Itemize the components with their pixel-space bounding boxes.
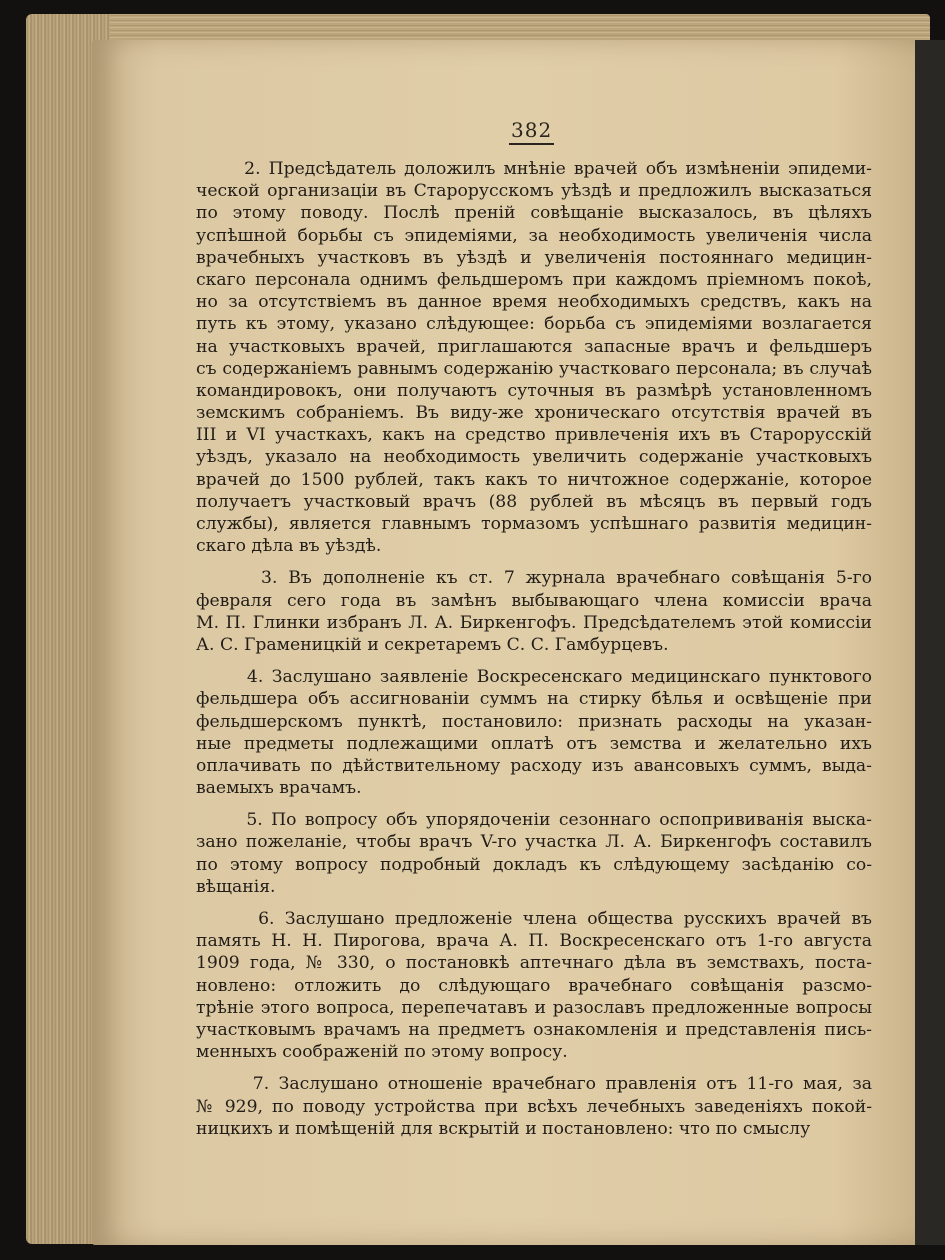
text-line: память Н. Н. Пирогова, врача А. П. Воскресенскаго отъ 1-го августа <box>196 931 872 952</box>
text-line: получаетъ участковый врачъ (88 рублей въ мѣсяцъ въ первый годъ <box>196 491 872 512</box>
text-line: ваемыхъ врачамъ. <box>196 778 362 799</box>
page-body-text <box>196 158 872 1140</box>
text-line: по этому вопросу подробный докладъ къ слѣдующему засѣданію со- <box>196 854 872 875</box>
text-line: скаго персонала однимъ фельдшеромъ при каждомъ пріемномъ покоѣ, <box>196 269 872 290</box>
paragraph-gap <box>196 557 872 567</box>
text-line: 6. Заслушано предложеніе члена общества русскихъ врачей въ <box>196 909 872 929</box>
paragraph-5 <box>196 809 872 898</box>
text-line: фельдшера объ ассигнованіи суммъ на стирку бѣлья и освѣщеніе при <box>196 689 872 710</box>
page-number: 382 <box>511 118 553 142</box>
text-line: скаго дѣла въ уѣздѣ. <box>196 536 382 557</box>
text-line: III и VI участкахъ, какъ на средство привлеченія ихъ въ Старорусскій <box>196 425 872 446</box>
text-line: службы), является главнымъ тормазомъ успѣшнаго развитія медицин- <box>196 514 872 534</box>
text-line: ческой организаціи въ Старорусскомъ уѣздѣ и предложилъ высказаться <box>196 181 872 202</box>
text-line: врачей до 1500 рублей, такъ какъ то ничтожное содержаніе, которое <box>196 469 872 490</box>
paragraph-gap <box>196 656 872 666</box>
text-line: трѣніе этого вопроса, перепечатавъ и разославъ предложенные вопросы <box>196 997 872 1018</box>
paragraph-3 <box>196 567 872 656</box>
paragraph-2 <box>196 158 872 557</box>
text-line: оплачивать по дѣйствительному расходу изъ авансовыхъ суммъ, выда- <box>196 755 872 776</box>
paragraph-gap <box>196 898 872 908</box>
paragraph-gap <box>196 1063 872 1073</box>
text-line: уѣздъ, указало на необходимость увеличить содержаніе участковыхъ <box>196 447 872 468</box>
text-line: А. С. Граменицкій и секретаремъ С. С. Гамбурцевъ. <box>196 634 669 655</box>
text-line: но за отсутствіемъ въ данное время необходимыхъ средствъ, какъ на <box>196 292 872 313</box>
text-line: земскимъ собраніемъ. Въ виду-же хроническаго отсутствія врачей въ <box>196 403 872 424</box>
text-line: М. П. Глинки избранъ Л. А. Биркенгофъ. Предсѣдателемъ этой комиссіи <box>196 612 872 633</box>
text-line: на участковыхъ врачей, приглашаются запасные врачъ и фельдшеръ <box>196 336 872 357</box>
paragraph-6 <box>196 908 872 1063</box>
text-line: зано пожеланіе, чтобы врачъ V-го участка Л. А. Биркенгофъ составилъ <box>196 832 872 853</box>
paragraph-gap <box>196 799 872 809</box>
paragraph-7 <box>196 1073 872 1140</box>
text-line: новлено: отложить до слѣдующаго врачебнаго совѣщанія разсмо- <box>196 975 872 996</box>
text-line: № 929, по поводу устройства при всѣхъ лечебныхъ заведеніяхъ покой- <box>196 1096 872 1117</box>
text-line: 5. По вопросу объ упорядоченіи сезоннаго оспопрививанія выска- <box>196 810 872 831</box>
scan-right-border <box>915 40 945 1245</box>
text-line: по этому поводу. Послѣ преній совѣщаніе высказалось, въ цѣляхъ <box>196 203 872 224</box>
text-line: врачебныхъ участковъ въ уѣздѣ и увеличенія постояннаго медицин- <box>196 247 872 268</box>
text-line: фельдшерскомъ пунктѣ, постановило: признать расходы на указан- <box>196 711 872 732</box>
text-line: вѣщанія. <box>196 876 276 897</box>
text-line: 3. Въ дополненіе къ ст. 7 журнала врачебнаго совѣщанія 5-го <box>196 568 872 589</box>
text-line: командировокъ, они получаютъ суточныя въ размѣрѣ установленномъ <box>196 380 872 401</box>
text-line: 4. Заслушано заявленіе Воскресенскаго медицинскаго пунктового <box>196 667 872 688</box>
text-line: февраля сего года въ замѣнъ выбывающаго члена комиссіи врача <box>196 590 872 611</box>
text-line: 7. Заслушано отношеніе врачебнаго правленія отъ 11-го мая, за <box>196 1074 872 1095</box>
text-line: успѣшной борьбы съ эпидеміями, за необходимость увеличенія числа <box>196 225 872 246</box>
text-line: съ содержаніемъ равнымъ содержанію участковаго персонала; въ случаѣ <box>196 358 872 379</box>
text-line: путь къ этому, указано слѣдующее: борьба съ эпидеміями возлагается <box>196 314 872 335</box>
text-line: ные предметы подлежащими оплатѣ отъ земства и желательно ихъ <box>196 733 872 754</box>
text-line: участковымъ врачамъ на предметъ ознакомленія и представленія пись- <box>196 1019 872 1040</box>
text-line: 1909 года, № 330, о постановкѣ аптечнаго дѣла въ земствахъ, поста- <box>196 953 872 974</box>
paragraph-4 <box>196 666 872 799</box>
text-line: менныхъ соображеній по этому вопросу. <box>196 1042 568 1063</box>
text-line: ницкихъ и помѣщеній для вскрытій и постановлено: что по смыслу <box>196 1118 811 1139</box>
text-line: 2. Предсѣдатель доложилъ мнѣніе врачей объ измѣненіи эпидеми- <box>196 159 872 179</box>
